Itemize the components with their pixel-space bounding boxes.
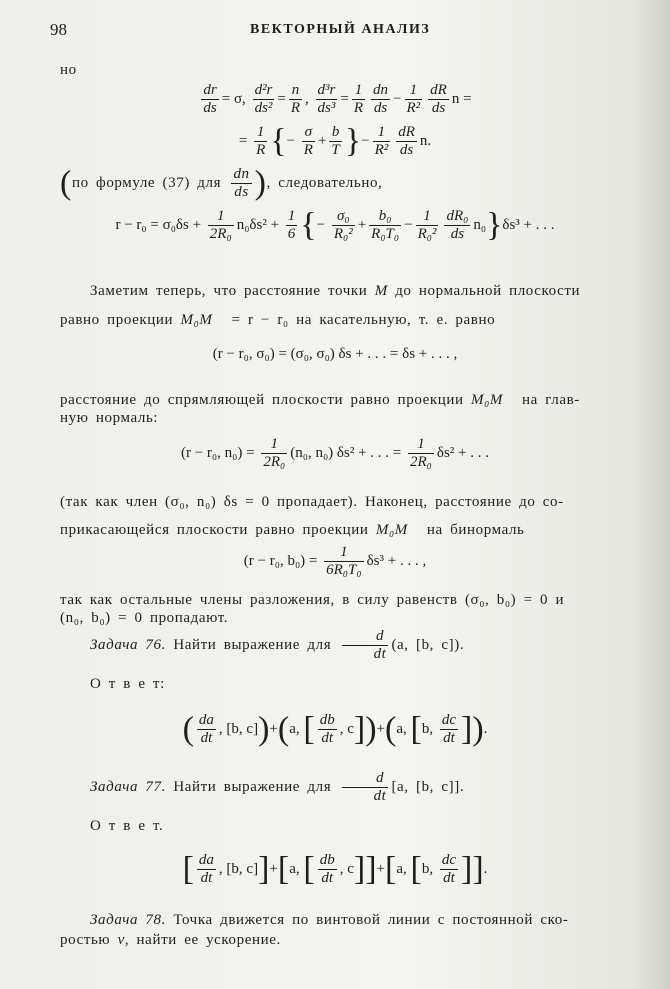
denominator: ds xyxy=(399,142,414,158)
text-run: n₀ xyxy=(473,216,487,233)
text-run: (r − r₀, σ₀) = (σ₀, σ₀) δs + . . . = δs + . . . , xyxy=(212,346,458,362)
text-line xyxy=(0,544,670,579)
denominator: R² xyxy=(374,142,389,158)
text-run: [a, [b, c]]. xyxy=(391,778,465,795)
text-line xyxy=(60,494,630,511)
denominator: dt xyxy=(200,730,213,746)
text-run: , [b, c] xyxy=(218,720,259,737)
text-run: δs³ + . . . , xyxy=(366,552,427,569)
numerator: dR xyxy=(430,82,447,98)
denominator: 6 xyxy=(287,226,296,242)
italic-run: Задача 76. xyxy=(90,636,166,653)
denominator: 2R₀ xyxy=(410,454,432,470)
bracket: { xyxy=(270,122,287,160)
text-run: b, xyxy=(421,720,437,737)
text-run: = xyxy=(340,90,349,107)
denominator: 2R₀ xyxy=(263,454,286,470)
fraction xyxy=(428,82,449,117)
denominator: R₀² xyxy=(333,226,353,242)
text-run: δs³ + . . . xyxy=(502,216,555,233)
text-run: , следовательно, xyxy=(266,174,383,191)
bracket: [ xyxy=(303,710,315,748)
fraction xyxy=(352,82,365,117)
bracket: ) xyxy=(365,710,377,748)
text-run: О т в е т: xyxy=(90,676,165,692)
denominator: dt xyxy=(321,730,334,746)
numerator: 1 xyxy=(208,208,234,226)
text-run: a, xyxy=(289,720,304,737)
bracket: ) xyxy=(258,710,270,748)
text-run: (n₀, n₀) δs² + . . . = xyxy=(290,444,405,461)
text-line xyxy=(60,166,630,201)
text-line xyxy=(60,592,630,609)
numerator: d xyxy=(342,770,389,788)
text-run: = σ, xyxy=(221,90,250,107)
fraction xyxy=(444,208,470,243)
fraction xyxy=(318,852,337,887)
bracket: ] xyxy=(258,850,270,888)
text-run: + xyxy=(269,720,278,737)
bracket: ] xyxy=(365,850,377,888)
text-line xyxy=(60,410,630,427)
numerator: 1 xyxy=(405,82,423,100)
fraction xyxy=(373,124,391,159)
bracket: ) xyxy=(472,710,484,748)
denominator: dt xyxy=(373,788,387,804)
bracket: } xyxy=(344,122,362,160)
bracket: ] xyxy=(353,710,366,748)
denominator: dt xyxy=(443,870,455,886)
numerator: σ xyxy=(302,124,315,142)
denominator: ds xyxy=(203,100,217,116)
fraction xyxy=(408,436,434,471)
numerator: 1 xyxy=(324,544,363,562)
denominator: R₀T₀ xyxy=(371,226,400,242)
denominator: R xyxy=(303,142,313,158)
bracket: ( xyxy=(60,164,72,202)
text-run: Найти выражение для xyxy=(165,636,339,653)
bracket: ( xyxy=(182,710,194,748)
numerator: 1 xyxy=(352,82,365,100)
numerator: 1 xyxy=(254,124,267,142)
italic-run: M₀M⃗ xyxy=(470,392,515,408)
denominator: dt xyxy=(443,730,455,746)
bracket: ] xyxy=(461,850,473,888)
bracket: [ xyxy=(385,850,397,888)
fraction xyxy=(342,770,389,805)
fraction xyxy=(261,436,287,471)
numerator: d²r xyxy=(254,82,273,98)
fraction xyxy=(197,852,216,887)
numerator: dc xyxy=(441,712,456,728)
text-run: r − r₀ = σ₀δs + xyxy=(115,216,205,233)
italic-run: v xyxy=(117,932,125,948)
text-run: прикасающейся плоскости равно проекции xyxy=(60,522,376,538)
text-line xyxy=(60,610,630,627)
text-run: Точка движется по винтовой линии с постоянной ско- xyxy=(165,912,569,928)
text-line xyxy=(0,208,670,243)
denominator: ds xyxy=(373,100,388,116)
bracket: ] xyxy=(472,850,484,888)
numerator: b xyxy=(329,124,341,142)
text-run: , [b, c] xyxy=(218,860,259,877)
bracket: ] xyxy=(353,850,366,888)
text-line xyxy=(0,346,670,363)
fraction xyxy=(231,166,251,201)
text-run: a, xyxy=(289,860,304,877)
fraction xyxy=(286,208,298,243)
text-line xyxy=(60,312,630,329)
fraction xyxy=(440,712,458,747)
denominator: R₀² xyxy=(417,226,437,242)
text-run: Найти выражение для xyxy=(165,778,339,795)
bracket: [ xyxy=(410,850,422,888)
bracket: [ xyxy=(182,850,194,888)
text-run: − xyxy=(393,90,402,107)
text-line xyxy=(0,712,670,747)
text-run: − xyxy=(316,216,329,233)
numerator: d³r xyxy=(317,82,336,98)
denominator: R² xyxy=(406,100,421,116)
text-run: О т в е т. xyxy=(90,818,164,834)
bracket: ] xyxy=(461,710,473,748)
fraction xyxy=(416,208,439,243)
fraction xyxy=(324,544,363,579)
fraction xyxy=(302,124,315,159)
text-run: . xyxy=(483,720,488,737)
denominator: R xyxy=(353,100,364,116)
italic-run: Задача 78. xyxy=(90,912,166,928)
text-line xyxy=(60,770,630,805)
fraction xyxy=(201,82,218,117)
text-run: b, xyxy=(421,860,437,877)
bracket: { xyxy=(300,206,317,244)
text-run: + xyxy=(269,860,278,877)
bracket: ) xyxy=(254,164,267,202)
text-line xyxy=(60,628,630,663)
denominator: R xyxy=(290,100,301,116)
numerator: 1 xyxy=(373,124,391,142)
text-run: n. xyxy=(419,132,432,149)
text-line xyxy=(60,283,630,300)
running-title: ВЕКТОРНЫЙ АНАЛИЗ xyxy=(250,22,431,37)
bracket: ( xyxy=(277,710,290,748)
fraction xyxy=(440,852,458,887)
text-run: на глав- xyxy=(514,392,580,408)
numerator: da xyxy=(198,712,214,728)
text-run: ростью xyxy=(60,932,118,948)
text-run: + xyxy=(376,720,385,737)
text-line xyxy=(60,912,630,929)
fraction xyxy=(208,208,234,243)
text-run: − xyxy=(286,132,299,149)
text-run: до нормальной плоскости xyxy=(387,283,581,299)
numerator: 1 xyxy=(416,208,439,226)
fraction xyxy=(396,124,417,159)
text-run: но xyxy=(60,62,77,78)
fraction xyxy=(332,208,355,243)
text-run: (r − r₀, n₀) = xyxy=(180,444,259,461)
numerator: 1 xyxy=(408,436,434,454)
text-line xyxy=(60,522,630,539)
bracket: [ xyxy=(410,710,422,748)
text-run: = xyxy=(277,90,286,107)
text-run: (a, [b, c]). xyxy=(391,636,465,653)
text-run: + xyxy=(357,216,367,233)
fraction xyxy=(405,82,423,117)
italic-run: M₀M⃗ xyxy=(180,312,225,328)
denominator: ds³ xyxy=(317,100,336,116)
text-run: (r − r₀, b₀) = xyxy=(243,552,322,569)
text-run: на бинормаль xyxy=(419,522,525,538)
text-run: так как остальные члены разложения, в силу равенств (σ₀, b₀) = 0 и xyxy=(60,592,565,608)
text-run: a, xyxy=(396,860,411,877)
text-run: ную нормаль: xyxy=(60,410,159,426)
denominator: R xyxy=(256,142,266,158)
denominator: dt xyxy=(200,870,213,886)
fraction xyxy=(329,124,341,159)
numerator: dr xyxy=(203,82,217,98)
text-run: , найти ее ускорение. xyxy=(124,932,281,948)
fraction xyxy=(369,208,401,243)
text-run: = xyxy=(238,132,252,149)
italic-run: M xyxy=(374,283,388,299)
text-line xyxy=(60,62,630,79)
page-number: 98 xyxy=(50,20,67,39)
text-run: (n₀, b₀) = 0 пропадают. xyxy=(60,610,229,626)
numerator: 1 xyxy=(261,436,287,454)
bracket: ( xyxy=(385,710,397,748)
fraction xyxy=(342,628,389,663)
numerator: n xyxy=(289,82,302,100)
denominator: ds xyxy=(450,226,465,242)
bracket: } xyxy=(486,206,503,244)
text-run: , c xyxy=(339,860,354,877)
text-run: − xyxy=(404,216,413,233)
bracket: [ xyxy=(303,850,315,888)
text-run: = r − r₀ на касательную, т. е. равно xyxy=(224,312,496,328)
text-run: . xyxy=(483,860,488,877)
numerator: 1 xyxy=(287,208,296,224)
italic-run: M₀M⃗ xyxy=(375,522,420,538)
text-line xyxy=(60,676,630,693)
bracket: [ xyxy=(277,850,290,888)
fraction xyxy=(316,82,338,117)
text-line xyxy=(0,124,670,159)
text-line xyxy=(60,818,630,835)
numerator: dR₀ xyxy=(446,208,469,224)
numerator: db xyxy=(319,852,335,868)
denominator: ds xyxy=(234,184,249,200)
denominator: 6R₀T₀ xyxy=(326,562,362,578)
denominator: ds xyxy=(431,100,446,116)
fraction xyxy=(289,82,302,117)
text-line xyxy=(0,82,670,117)
text-line xyxy=(0,436,670,471)
text-run: расстояние до спрямляющей плоскости равно проекции xyxy=(60,392,471,408)
numerator: dn xyxy=(233,166,250,182)
denominator: dt xyxy=(321,870,334,886)
denominator: 2R₀ xyxy=(209,226,232,242)
text-run: , c xyxy=(339,720,354,737)
text-line xyxy=(60,392,630,409)
denominator: T xyxy=(331,142,340,158)
denominator: ds² xyxy=(254,100,273,116)
text-run: n = xyxy=(451,90,472,107)
numerator: db xyxy=(319,712,335,728)
numerator: da xyxy=(198,852,214,868)
text-run: a, xyxy=(396,720,411,737)
fraction xyxy=(318,712,337,747)
fraction xyxy=(253,82,275,117)
text-run: + xyxy=(376,860,385,877)
numerator: dc xyxy=(441,852,456,868)
denominator: dt xyxy=(373,646,387,662)
fraction xyxy=(371,82,390,117)
italic-run: Задача 77. xyxy=(90,778,166,795)
text-run: равно проекции xyxy=(60,312,181,328)
text-run: n₀δs² + xyxy=(236,216,283,233)
text-run: + xyxy=(317,132,327,149)
text-run: Заметим теперь, что расстояние точки xyxy=(90,283,375,299)
numerator: b₀ xyxy=(369,208,401,226)
numerator: d xyxy=(342,628,389,646)
fraction xyxy=(197,712,216,747)
text-run: − xyxy=(361,132,370,149)
numerator: dR xyxy=(398,124,415,140)
text-run: по формуле (37) для xyxy=(71,174,229,191)
text-run: (так как член (σ₀, n₀) δs = 0 пропадает). Наконец, расстояние до со- xyxy=(60,494,564,510)
fraction xyxy=(254,124,267,159)
text-line xyxy=(60,932,630,949)
text-line xyxy=(0,852,670,887)
numerator: dn xyxy=(373,82,389,98)
numerator: σ₀ xyxy=(332,208,355,226)
text-run: δs² + . . . xyxy=(436,444,490,461)
text-run: , xyxy=(305,90,313,107)
